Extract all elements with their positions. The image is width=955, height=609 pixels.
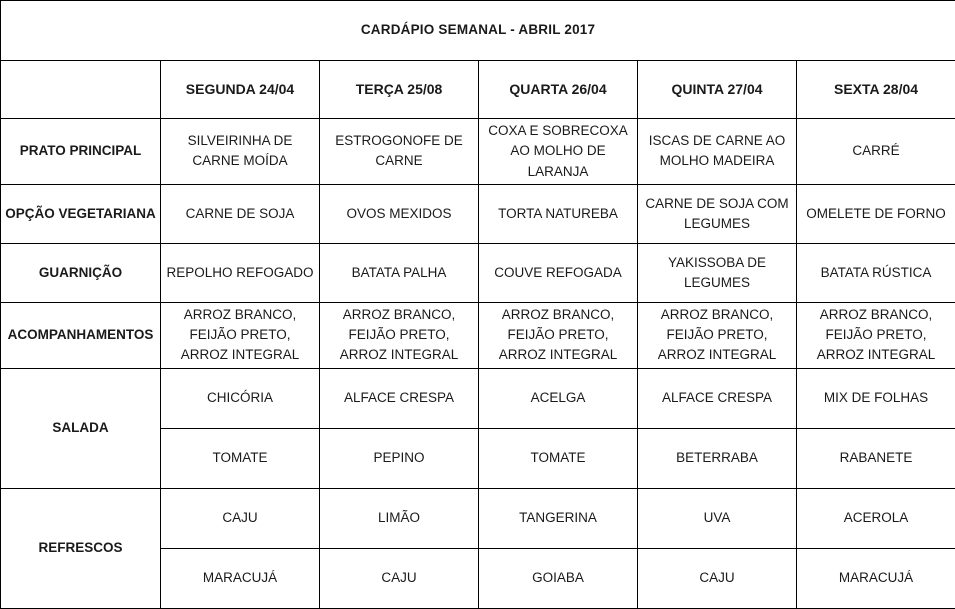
corner-cell <box>1 61 161 119</box>
day-header-terca: TERÇA 25/08 <box>320 61 479 119</box>
menu-cell: CAJU <box>161 488 320 548</box>
row-label-guarnicao: GUARNIÇÃO <box>1 243 161 302</box>
row-acompanhamentos <box>1 302 955 368</box>
menu-cell: CARNE DE SOJA <box>161 184 320 243</box>
menu-cell: MARACUJÁ <box>161 548 320 608</box>
menu-cell: TORTA NATUREBA <box>479 184 638 243</box>
menu-cell: CAJU <box>638 548 797 608</box>
menu-cell: ARROZ BRANCO, FEIJÃO PRETO, ARROZ INTEGRAL <box>638 302 797 368</box>
menu-cell: ACELGA <box>479 368 638 428</box>
menu-cell: ESTROGONOFE DE CARNE <box>320 119 479 185</box>
menu-cell: COXA E SOBRECOXA AO MOLHO DE LARANJA <box>479 119 638 185</box>
menu-cell: BATATA PALHA <box>320 243 479 302</box>
row-label-refrescos: REFRESCOS <box>1 488 161 608</box>
menu-cell: COUVE REFOGADA <box>479 243 638 302</box>
menu-cell: OVOS MEXIDOS <box>320 184 479 243</box>
title-row <box>1 1 955 61</box>
menu-cell: ARROZ BRANCO, FEIJÃO PRETO, ARROZ INTEGRAL <box>320 302 479 368</box>
menu-cell: OMELETE DE FORNO <box>797 184 955 243</box>
menu-cell: ARROZ BRANCO, FEIJÃO PRETO, ARROZ INTEGRAL <box>479 302 638 368</box>
row-label-salada: SALADA <box>1 368 161 488</box>
menu-cell: CAJU <box>320 548 479 608</box>
menu-cell: SILVEIRINHA DE CARNE MOÍDA <box>161 119 320 185</box>
row-label-opcao-vegetariana: OPÇÃO VEGETARIANA <box>1 184 161 243</box>
row-opcao-vegetariana <box>1 184 955 243</box>
menu-cell: ARROZ BRANCO, FEIJÃO PRETO, ARROZ INTEGRAL <box>161 302 320 368</box>
menu-cell: MARACUJÁ <box>797 548 955 608</box>
menu-cell: ARROZ BRANCO, FEIJÃO PRETO, ARROZ INTEGRAL <box>797 302 955 368</box>
day-header-quarta: QUARTA 26/04 <box>479 61 638 119</box>
menu-cell: CARNE DE SOJA COM LEGUMES <box>638 184 797 243</box>
page-title: CARDÁPIO SEMANAL - ABRIL 2017 <box>1 1 955 61</box>
row-label-acompanhamentos: ACOMPANHAMENTOS <box>1 302 161 368</box>
menu-cell: RABANETE <box>797 428 955 488</box>
day-header-row <box>1 61 955 119</box>
menu-cell: BATATA RÚSTICA <box>797 243 955 302</box>
row-prato-principal <box>1 119 955 185</box>
row-salada-1 <box>1 368 955 428</box>
menu-cell: MIX DE FOLHAS <box>797 368 955 428</box>
day-header-quinta: QUINTA 27/04 <box>638 61 797 119</box>
row-label-prato-principal: PRATO PRINCIPAL <box>1 119 161 185</box>
menu-cell: TOMATE <box>479 428 638 488</box>
menu-cell: LIMÃO <box>320 488 479 548</box>
row-refrescos-1 <box>1 488 955 548</box>
menu-cell: ACEROLA <box>797 488 955 548</box>
menu-cell: GOIABA <box>479 548 638 608</box>
day-header-segunda: SEGUNDA 24/04 <box>161 61 320 119</box>
menu-cell: ALFACE CRESPA <box>320 368 479 428</box>
menu-cell: ISCAS DE CARNE AO MOLHO MADEIRA <box>638 119 797 185</box>
menu-cell: REPOLHO REFOGADO <box>161 243 320 302</box>
menu-cell: UVA <box>638 488 797 548</box>
menu-cell: PEPINO <box>320 428 479 488</box>
menu-cell: TANGERINA <box>479 488 638 548</box>
menu-cell: CARRÉ <box>797 119 955 185</box>
row-guarnicao <box>1 243 955 302</box>
menu-cell: ALFACE CRESPA <box>638 368 797 428</box>
menu-cell: BETERRABA <box>638 428 797 488</box>
day-header-sexta: SEXTA 28/04 <box>797 61 955 119</box>
menu-cell: YAKISSOBA DE LEGUMES <box>638 243 797 302</box>
menu-cell: TOMATE <box>161 428 320 488</box>
menu-cell: CHICÓRIA <box>161 368 320 428</box>
